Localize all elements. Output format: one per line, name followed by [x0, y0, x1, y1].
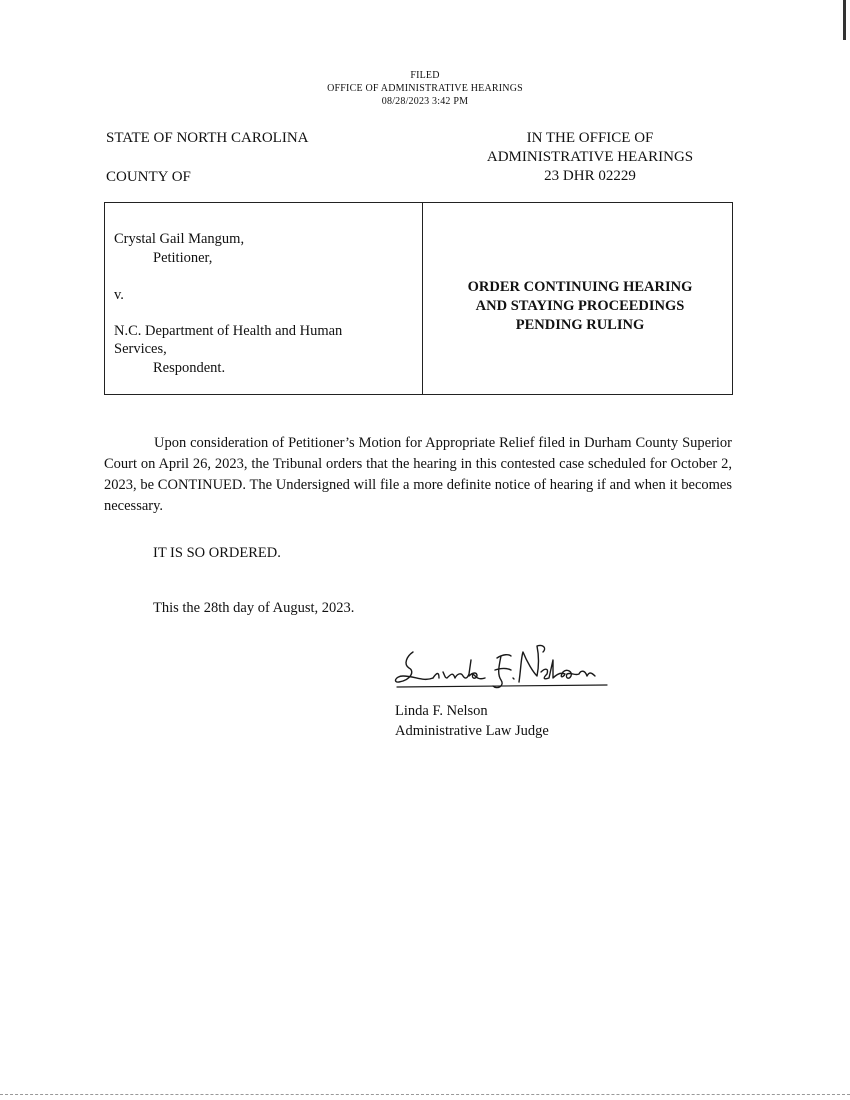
order-body-paragraph: Upon consideration of Petitioner’s Motion for Appropriate Relief filed in Durham County Superior Court on April 26, 2023, the Tribunal orders that the hearing in this contested case scheduled for October 2, 2023, be CONTINUED. The Undersigned will file a more definite notice of hearing if and when it becomes necessary. [104, 435, 732, 514]
petitioner-name: Crystal Gail Mangum, [114, 231, 245, 247]
respondent-name-line1: N.C. Department of Health and Human [114, 323, 343, 339]
filed-stamp-office: OFFICE OF ADMINISTRATIVE HEARINGS [327, 83, 523, 94]
court-office-line2: ADMINISTRATIVE HEARINGS [486, 149, 694, 165]
order-title-line3: PENDING RULING [515, 317, 645, 333]
signature-graphic [393, 638, 623, 694]
caption-divider [422, 203, 423, 394]
versus-label: v. [114, 287, 124, 303]
case-number: 23 DHR 02229 [544, 168, 636, 184]
filed-stamp-label: FILED [410, 70, 440, 81]
judge-name: Linda F. Nelson [395, 703, 488, 719]
so-ordered-line: IT IS SO ORDERED. [153, 545, 281, 561]
scan-edge-mark [843, 0, 846, 40]
case-caption-box [104, 202, 733, 395]
date-line: This the 28th day of August, 2023. [153, 600, 355, 616]
county-label: COUNTY OF [106, 169, 191, 185]
court-office-line1: IN THE OFFICE OF [526, 130, 654, 146]
signature-block [395, 701, 549, 741]
order-title-line2: AND STAYING PROCEEDINGS [475, 298, 685, 314]
petitioner-role: Petitioner, [153, 250, 213, 266]
judge-signature [393, 638, 623, 694]
judge-title: Administrative Law Judge [395, 723, 549, 739]
filed-stamp-timestamp: 08/28/2023 3:42 PM [381, 96, 469, 107]
order-title [435, 278, 725, 335]
respondent-role: Respondent. [153, 360, 226, 376]
order-title-line1: ORDER CONTINUING HEARING [467, 279, 693, 295]
court-office [440, 129, 740, 186]
scan-bottom-line [0, 1094, 850, 1096]
respondent-name-line2: Services, [114, 341, 167, 357]
filed-stamp [0, 69, 850, 108]
state-label: STATE OF NORTH CAROLINA [106, 130, 309, 146]
